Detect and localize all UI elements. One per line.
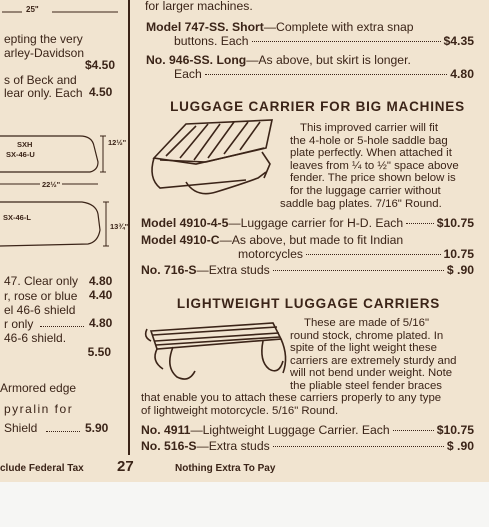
- leader-dots: [46, 431, 80, 432]
- left-text-line: r, rose or blue: [4, 289, 78, 303]
- diagram-dimension: 13¾": [110, 222, 129, 231]
- item-text-cont: buttons. Each: [174, 34, 249, 48]
- left-text-line: s of Beck and: [4, 73, 77, 87]
- model-number: No. 946-SS. Long: [146, 53, 247, 67]
- big-carrier-description: This improved carrier will fit the 4-hole or 5-hole saddle bag plate perfectly. When attached it leaves from ¼ to ½" space above fender. The price shown below is for the luggage carrier without saddle bag plates. 7/16" Round.: [280, 122, 459, 210]
- leader-dots: [273, 446, 444, 447]
- page-margin: [0, 482, 489, 527]
- left-text-line: arley-Davidson: [4, 46, 85, 60]
- left-text-line: Armored edge: [0, 381, 77, 395]
- diagram-label: SX-46-U: [6, 150, 35, 159]
- carrier-item-4911: No. 4911 —Lightweight Luggage Carrier. Each $10.75: [141, 423, 474, 437]
- diagram-dimension: 22½": [42, 180, 61, 189]
- luggage-carrier-illustration: [146, 118, 284, 202]
- leader-dots: [40, 326, 84, 327]
- dimension-top-label: 25": [26, 5, 39, 14]
- left-price: 5.90: [85, 421, 109, 435]
- leader-dots: [393, 430, 434, 431]
- left-price: 5.50: [87, 345, 111, 359]
- left-price: 4.50: [89, 85, 113, 99]
- left-text-line: el 46-6 shield: [4, 303, 76, 317]
- carrier-item-516-s: No. 516-S —Extra studs $ .90: [141, 439, 474, 453]
- left-text-line: r only: [4, 317, 34, 331]
- leader-dots: [252, 41, 441, 42]
- top-fragment: for larger machines.: [145, 0, 253, 13]
- leader-dots: [406, 223, 434, 224]
- carrier-item-4910-4-5: Model 4910-4-5 —Luggage carrier for H-D. Each $10.75: [141, 216, 474, 230]
- left-text-line: 47. Clear only: [4, 274, 79, 288]
- left-price: $4.50: [84, 58, 115, 72]
- diagram-label: SX-46-L: [3, 213, 31, 222]
- item-text-cont: Each: [174, 67, 202, 81]
- page-number: 27: [117, 458, 134, 475]
- footer-right: Nothing Extra To Pay: [175, 463, 276, 474]
- catalog-page: 25" epting the very arley-Davidson $4.50 s of Beck and lear only. Each 4.50 SXH SX-46-U 12½" 22½" SX-46-L 13¾" 47. Clear only 4.80 r, rose or blue 4.40 el 46-6 shield r only 4.80 46-6 shield. 5.50 Armored edge pyralin for Shield 5.90 for larger machines. Model 747-SS. Short—Complete with extra snap buttons. Each $4.35 No. 946-SS. Long—As above, but skirt is longer. Each 4.80 LUGGAGE CARRIER FOR BIG MACHINES This improved carrier will fit the 4-hole or 5-hole saddle bag plate perfectly. When attached it leaves from ¼ to ½" space above fender. The price shown below is for the luggage carrier without saddle bag plates. 7/16" Round. Model 4910-4-5 —Luggage carrier for H-D. Each $10.75 Model 4910-C —As above, but made to fit Indian motorcycles 10.75 No. 716-S —Extra studs $ .90 LIGHTWEIGHT LUGGAGE CARRIERS These are made of 5/16" round stock, chrome plated. In spite of the light weight these carriers are extremely sturdy and will not bend under weight. Note the pliable steel fender braces that enable you to attach these carriers properly to any type of lightweight motorcycle. 5/16" Round. No. 4911 —Lightweight Luggage Carrier. Each $10.75 No. 516-S —Extra studs $ .90 clude Federal Tax 27 Nothing Extra To Pay: [0, 0, 489, 527]
- section-heading-big-machines: LUGGAGE CARRIER FOR BIG MACHINES: [170, 99, 465, 114]
- left-text-line: 46-6 shield.: [4, 331, 67, 345]
- left-price: 4.40: [89, 288, 113, 302]
- diagram-dimension: 12½": [108, 138, 127, 147]
- left-text-line: lear only. Each: [4, 86, 83, 100]
- leader-dots: [205, 74, 447, 75]
- leader-dots: [306, 254, 440, 255]
- footer-left: clude Federal Tax: [0, 463, 84, 474]
- section-heading-lightweight: LIGHTWEIGHT LUGGAGE CARRIERS: [176, 296, 441, 311]
- lightweight-carrier-description-full: that enable you to attach these carriers properly to any type of lightweight motorcycle. 5/16" Round.: [141, 392, 442, 417]
- carrier-item-4910-c-cont: motorcycles 10.75: [238, 247, 474, 261]
- left-text-line: epting the very: [4, 32, 83, 46]
- column-divider: [128, 0, 130, 455]
- dimension-line-top: [0, 4, 124, 18]
- model-number: Model 747-SS. Short: [146, 20, 264, 34]
- item-price: 4.80: [450, 67, 474, 81]
- lightweight-carrier-description: These are made of 5/16" round stock, chrome plated. In spite of the light weight these carriers are extremely sturdy and will not bend under weight. Note the pliable steel fender braces: [290, 317, 457, 392]
- left-price: 4.80: [89, 274, 113, 288]
- carrier-item-4910-c: Model 4910-C —As above, but made to fit Indian: [141, 233, 404, 247]
- diagram-label: SXH: [17, 140, 33, 149]
- leader-dots: [273, 270, 444, 271]
- lightweight-carrier-illustration: [143, 317, 293, 391]
- left-text-line: pyralin for: [4, 402, 74, 416]
- item-price: $4.35: [443, 34, 474, 48]
- left-price: 4.80: [89, 316, 113, 330]
- left-text-line: Shield: [4, 421, 38, 435]
- carrier-item-716-s: No. 716-S —Extra studs $ .90: [141, 263, 474, 277]
